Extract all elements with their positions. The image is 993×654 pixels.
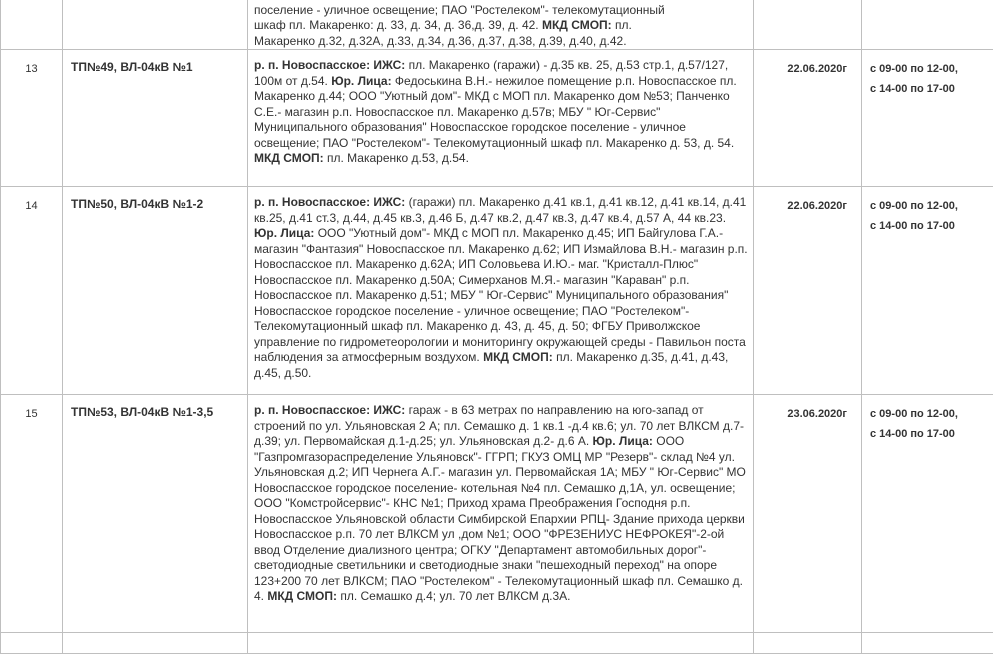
outage-time	[862, 50, 993, 187]
table-row-partial-top	[1, 0, 993, 50]
cell-time	[862, 633, 993, 654]
row-number: 14	[1, 187, 63, 395]
outage-time	[862, 187, 993, 395]
substation-name: ТП№50, ВЛ-04кВ №1-2	[63, 187, 248, 395]
cell-num	[1, 633, 63, 654]
outage-date: 22.06.2020г	[754, 187, 862, 395]
cell-address	[248, 633, 754, 654]
row-number: 15	[1, 395, 63, 633]
cell-name	[63, 633, 248, 654]
cell-name	[63, 0, 248, 50]
table-row	[1, 395, 993, 633]
address-list: р. п. Новоспасское: ИЖС: пл. Макаренко (гаражи) - д.35 кв. 25, д.53 стр.1, д.57/127, 100м от д.54. Юр. Лица: Федоськина В.Н.- нежилое помещение р.п. Новоспасское пл. Макаренко д.44; ООО "Уютный дом"- МКД с МОП пл. Макаренко дом №53; Панченко С.Е.- магазин р.п. Новоспасское пл. Макаренко д.57в; МБУ " Юг-Сервис" Муниципального образования" Новоспасское городское поселение - уличное освещение; ПАО "Ростелеком"- Телекомутационный шкаф пл. Макаренко д. 53, д. 54. МКД СМОП: пл. Макаренко д.53, д.54.	[248, 50, 754, 187]
time-slot-2: с 14-00 по 17-00	[870, 421, 993, 447]
time-slot-1: с 09-00 по 12-00,	[870, 56, 993, 82]
time-slot-2: с 14-00 по 17-00	[870, 213, 993, 239]
substation-name: ТП№49, ВЛ-04кВ №1	[63, 50, 248, 187]
time-slot-1: с 09-00 по 12-00,	[870, 401, 993, 427]
table-row	[1, 187, 993, 395]
row-number: 13	[1, 50, 63, 187]
address-list: р. п. Новоспасское: ИЖС: (гаражи) пл. Макаренко д.41 кв.1, д.41 кв.12, д.41 кв.14, д.41 кв.25, д.41 ст.3, д.44, д.45 кв.3, д.46 Б, д.47 кв.2, д.47 кв.3, д.47 кв.4, д.57 А, 44 кв.23. Юр. Лица: ООО "Уютный дом"- МКД с МОП пл. Макаренко д.45; ИП Байгулова Г.А.- магазин "Фантазия" Новоспасское пл. Макаренко д.62; ИП Измайлова В.Н.- магазин р.п. Новоспасское пл. Макаренко д.62А; ИП Соловьева И.Ю.- маг. "Кристалл-Плюс" Новоспасское пл. Макаренко д.50А; Симерханов М.Я.- магазин "Караван" р.п. Новоспасское пл. Макаренко д.51; МБУ " Юг-Сервис" Муниципального образования" Новоспасское городское поселение - уличное освещение; ПАО "Ростелеком"- Телекомутационный шкаф пл. Макаренко д. 43, д. 45, д. 50; ФГБУ Приволжское управление по гидрометеорологии и мониторингу окружающей среды - Павильон поста наблюдения за атмосферным воздухом. МКД СМОП: пл. Макаренко д.35, д.41, д.43, д.45, д.50.	[248, 187, 754, 395]
outage-date: 23.06.2020г	[754, 395, 862, 633]
cell-date	[754, 0, 862, 50]
table-row	[1, 50, 993, 187]
outage-date: 22.06.2020г	[754, 50, 862, 187]
cell-num	[1, 0, 63, 50]
address-text: поселение - уличное освещение; ПАО "Ростелеком"- телекомутационный шкаф пл. Макаренко: д. 33, д. 34, д. 36,д. 39, д. 42. МКД СМОП: пл. Макаренко д.32, д.32А, д.33, д.34, д.36, д.37, д.38, д.39, д.40, д.42.	[254, 3, 749, 50]
cell-address	[248, 0, 754, 50]
time-slot-2: с 14-00 по 17-00	[870, 76, 993, 102]
outage-time	[862, 395, 993, 633]
time-slot-1: с 09-00 по 12-00,	[870, 193, 993, 219]
substation-name: ТП№53, ВЛ-04кВ №1-3,5	[63, 395, 248, 633]
cell-time	[862, 0, 993, 50]
table-row-partial-bottom	[1, 633, 993, 654]
cell-date	[754, 633, 862, 654]
address-list: р. п. Новоспасское: ИЖС: гараж - в 63 метрах по направлению на юго-запад от строений по ул. Ульяновская 2 А; пл. Семашко д. 1 кв.1 -д.4 кв.6; ул. 70 лет ВЛКСМ д.7-д.39; ул. Первомайская д.1-д.25; ул. Ульяновская д.2- д.6 А. Юр. Лица: ООО "Газпромгазораспределение Ульяновск"- ГГРП; ГКУЗ ОМЦ МР "Резерв"- склад №4 ул. Ульяновская д.2; ИП Чернега А.Г.- магазин ул. Первомайская 1А; МБУ " Юг-Сервис" МО Новоспасское городское поселение- котельная №4 пл. Семашко д,1А, ул. освещение; ООО "Комстройсервис"- КНС №1; Приход храма Преображения Господня р.п. Новоспасское Ульяновской области Симбирской Епархии РПЦ- Здание прихода церкви Новоспасское р.п. 70 лет ВЛКСМ ул ,дом №1; ООО "ФРЕЗЕНИУС НЕФРОКЕЯ"-2-ой ввод Отделение диализного центра; ОГКУ "Департамент автомобильных дорог"- светодиодные светильники и светодиодные знаки "пешеходный переход" на опоре 123+200 70 лет ВЛКСМ; ПАО "Ростелеком" - Телекомутационный шкаф пл. Семашко д. 4. МКД СМОП: пл. Семашко д.4; ул. 70 лет ВЛКСМ д.3А.	[248, 395, 754, 633]
